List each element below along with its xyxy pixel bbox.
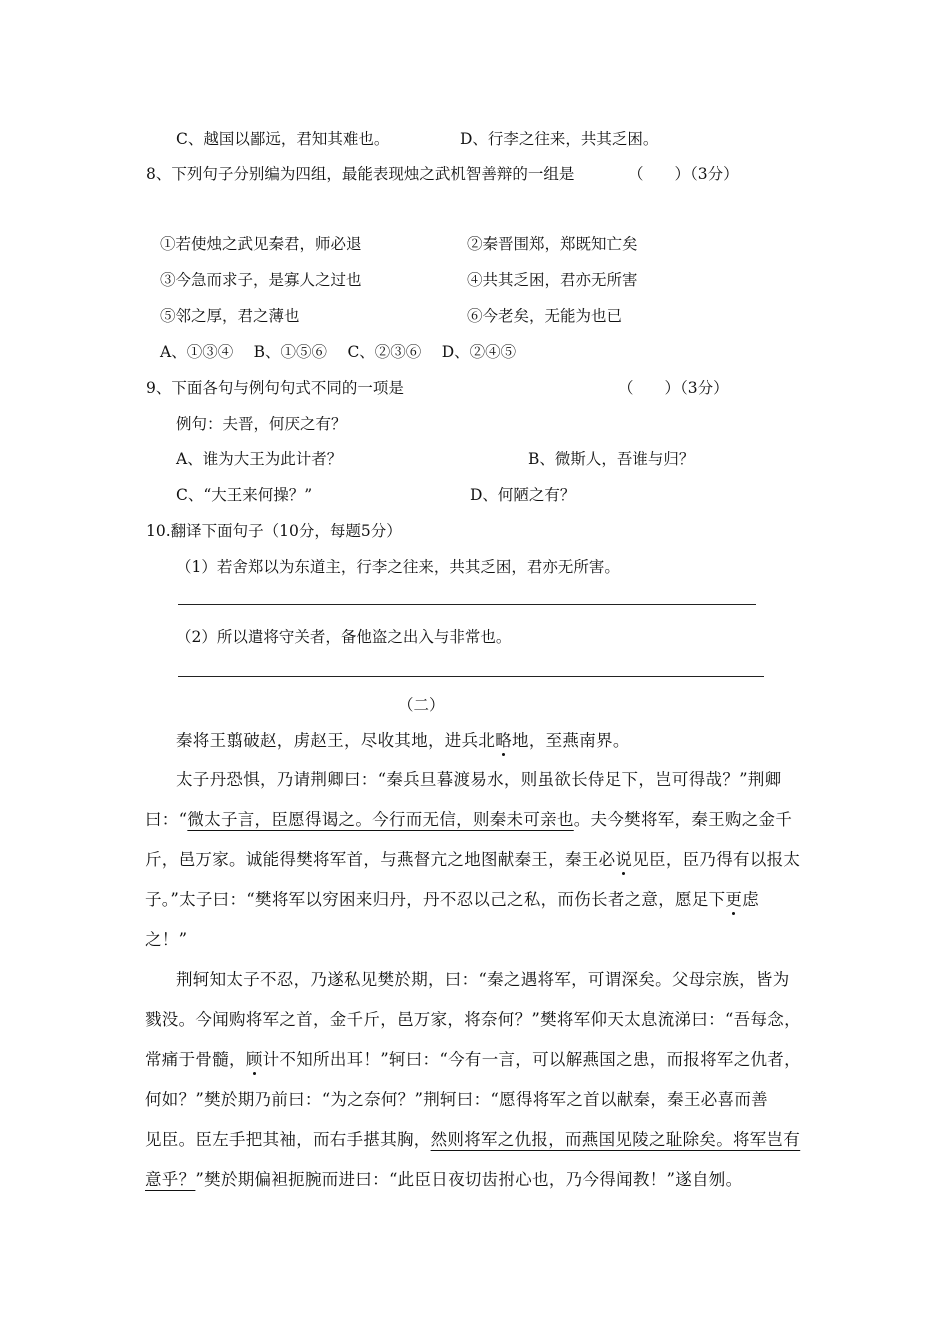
text-run: 虑 [742, 890, 760, 909]
emphasis-char: 说 [615, 850, 633, 869]
passage-p3-line-1: 荆轲知太子不忍，乃遂私见樊於期，曰：“秦之遇将军，可谓深矣。父母宗族，皆为 [176, 970, 790, 989]
q8-item-1: ①若使烛之武见秦君，师必退 [160, 235, 362, 253]
q9-example: 例句：夫晋，何厌之有？ [176, 415, 347, 433]
q9-option-b: B、微斯人，吾谁与归？ [528, 450, 695, 468]
q8-item-4: ④共其乏困，君亦无所害 [467, 271, 638, 289]
q9-option-d: D、何陋之有？ [470, 486, 576, 504]
text-run: 见臣，臣乃得有以报太 [632, 850, 801, 869]
emphasis-char: 更 [725, 890, 743, 909]
text-run: 秦将王翦破赵，虏赵王，尽收其地，进兵北 [176, 731, 496, 750]
q8-item-2: ②秦晋围郑，郑既知亡矣 [467, 235, 638, 253]
q8-stem: 8、下列句子分别编为四组，最能表现烛之武机智善辩的一组是 [146, 165, 575, 183]
q8-item-5: ⑤邻之厚，君之薄也 [160, 307, 300, 325]
underlined-sentence: 意乎？ [145, 1170, 196, 1189]
q9-stem: 9、下面各句与例句句式不同的一项是 [146, 379, 404, 397]
text-run: 地，至燕南界。 [512, 731, 630, 750]
q8-item-3: ③今急而求子，是寡人之过也 [160, 271, 362, 289]
q8-item-6: ⑥今老矣，无能为也已 [467, 307, 623, 325]
q10-sentence-2: （2）所以遣将守关者，备他盗之出入与非常也。 [176, 628, 512, 646]
passage-p3-line-3 [145, 1049, 801, 1071]
passage-p2-line-1: 太子丹恐惧，乃请荆卿曰：“秦兵旦暮渡易水，则虽欲长侍足下，岂可得哉？”荆卿 [176, 770, 782, 789]
passage-p2-line-4 [145, 889, 759, 911]
q7-option-d: D、行李之往来，共其乏困。 [460, 130, 659, 148]
text-run: 子。”太子曰：“樊将军以穷困来归丹，丹不忍以己之私，而伤长者之意，愿足下 [145, 890, 726, 909]
text-run: 斤，邑万家。诚能得樊将军首，与燕督亢之地图献秦王，秦王必 [145, 850, 616, 869]
q9-score-paren: （ ）（3分） [618, 379, 729, 397]
text-run: 计不知所出耳！”轲曰：“今有一言，可以解燕国之患，而报将军之仇者， [262, 1050, 801, 1069]
q10-answer-line-2[interactable] [178, 676, 764, 677]
emphasis-char: 略 [495, 731, 513, 750]
passage-p1 [176, 730, 630, 752]
passage-p2-line-2 [145, 809, 792, 831]
text-run: 。夫今樊将军，秦王购之金千 [573, 810, 793, 829]
q8-score-paren: （ ）（3分） [628, 165, 739, 183]
passage-p2-line-5: 之！” [145, 930, 188, 949]
q10-answer-line-1[interactable] [178, 604, 756, 605]
underlined-sentence: 微太子言，臣愿得谒之。今行而无信，则秦未可亲也 [187, 810, 574, 829]
q10-sentence-1: （1）若舍郑以为东道主，行李之往来，共其乏困，君亦无所害。 [176, 558, 620, 576]
passage-p3-line-2: 戮没。今闻购将军之首，金千斤，邑万家，将奈何？”樊将军仰天太息流涕曰：“吾每念， [145, 1010, 801, 1029]
underlined-sentence: 然则将军之仇报，而燕国见陵之耻除矣。将军岂有 [430, 1130, 801, 1149]
text-run: 曰：“ [145, 810, 188, 829]
q10-stem: 10.翻译下面句子（10分，每题5分） [146, 522, 402, 540]
emphasis-char: 顾 [245, 1050, 263, 1069]
text-run: 见臣。臣左手把其袖，而右手揕其胸， [145, 1130, 431, 1149]
passage-p2-line-3 [145, 849, 800, 871]
q9-option-a: A、谁为大王为此计者？ [176, 450, 343, 468]
text-run: 常痛于骨髓， [145, 1050, 246, 1069]
passage-p3-line-4: 何如？”樊於期乃前曰：“为之奈何？”荆轲曰：“愿得将军之首以献秦，秦王必喜而善 [145, 1090, 768, 1109]
passage-heading: （二） [398, 696, 445, 714]
q9-option-c: C、“大王来何操？” [176, 486, 313, 504]
q8-choices: A、①③④ B、①⑤⑥ C、②③⑥ D、②④⑤ [160, 343, 517, 361]
q7-option-c: C、越国以鄙远，君知其难也。 [176, 130, 390, 148]
passage-p3-line-6 [145, 1169, 742, 1191]
passage-p3-line-5 [145, 1129, 800, 1151]
text-run: ”樊於期偏袒扼腕而进曰：“此臣日夜切齿拊心也，乃今得闻教！”遂自刎。 [195, 1170, 743, 1189]
